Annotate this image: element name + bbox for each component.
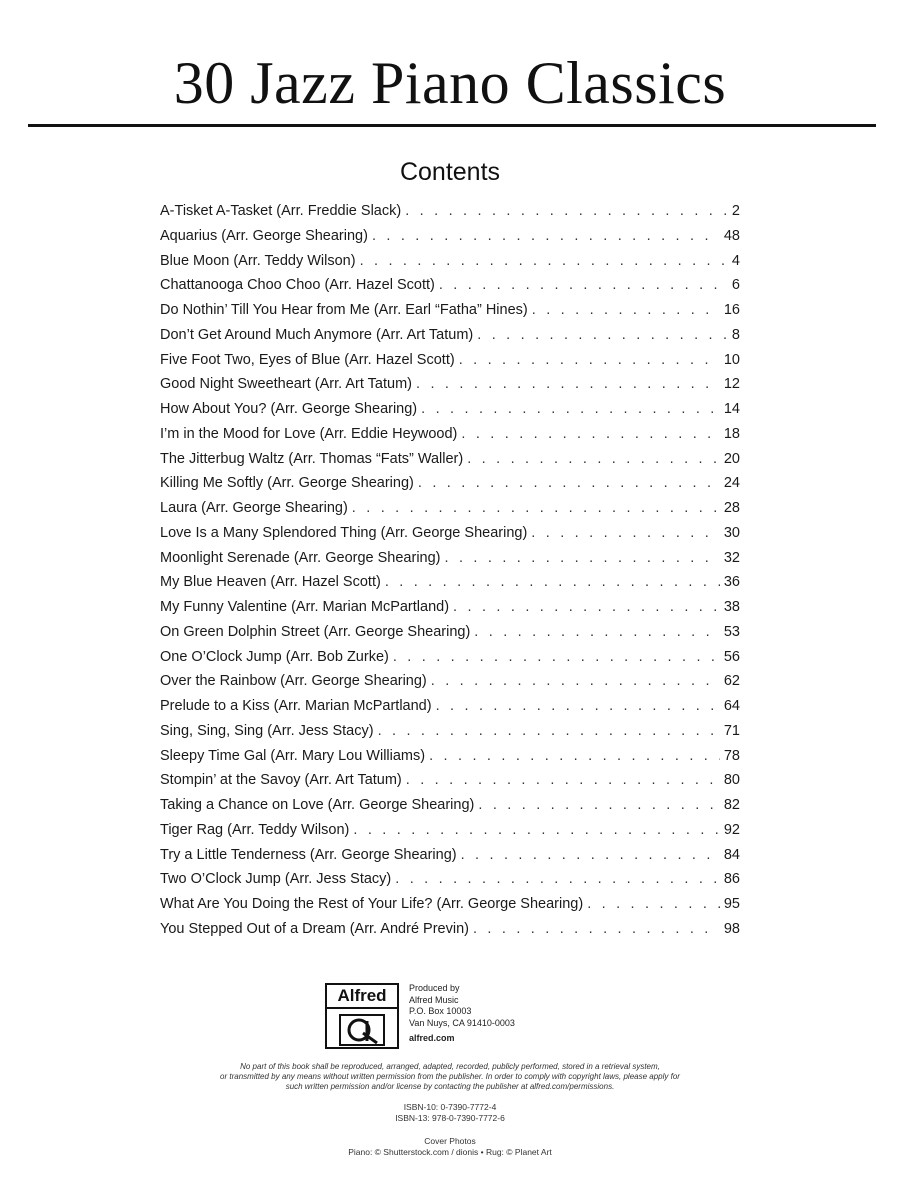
toc-entry[interactable] xyxy=(160,199,740,224)
toc-entry-page: 20 xyxy=(723,450,740,467)
toc-leader-dots xyxy=(473,917,720,942)
toc-entry-page: 6 xyxy=(731,277,740,294)
toc-entry[interactable] xyxy=(160,843,740,868)
toc-leader-dots xyxy=(477,323,728,348)
toc-entry[interactable] xyxy=(160,694,740,719)
toc-entry-title: Chattanooga Choo Choo (Arr. Hazel Scott) xyxy=(160,277,435,294)
toc-entry-page: 30 xyxy=(723,524,740,541)
toc-leader-dots xyxy=(353,818,719,843)
toc-entry-title: Laura (Arr. George Shearing) xyxy=(160,500,348,516)
table-of-contents xyxy=(160,199,740,942)
toc-leader-dots xyxy=(421,397,720,422)
toc-entry-page: 82 xyxy=(723,797,740,813)
toc-entry-page: 38 xyxy=(723,599,740,615)
toc-entry-page: 80 xyxy=(723,772,740,789)
toc-entry-title: Aquarius (Arr. George Shearing) xyxy=(160,227,368,244)
toc-entry-title: Don’t Get Around Much Anymore (Arr. Art Tatum) xyxy=(160,326,474,343)
title-rule xyxy=(28,124,876,127)
toc-entry-page: 92 xyxy=(723,821,740,838)
toc-entry-page: 56 xyxy=(723,648,740,665)
toc-entry[interactable] xyxy=(160,645,740,670)
toc-leader-dots xyxy=(393,645,720,670)
toc-leader-dots xyxy=(405,199,728,224)
toc-entry[interactable] xyxy=(160,546,740,571)
toc-entry[interactable] xyxy=(160,768,740,793)
toc-entry-title: Do Nothin’ Till You Hear from Me (Arr. Earl “Fatha” Hines) xyxy=(160,302,528,318)
toc-entry-page: 2 xyxy=(731,203,740,219)
toc-entry[interactable] xyxy=(160,273,740,298)
toc-leader-dots xyxy=(531,521,720,546)
toc-entry-page: 14 xyxy=(723,401,740,417)
credits-heading: Cover Photos xyxy=(424,1136,476,1146)
toc-entry-title: One O’Clock Jump (Arr. Bob Zurke) xyxy=(160,648,389,665)
toc-entry-title: Sing, Sing, Sing (Arr. Jess Stacy) xyxy=(160,722,374,739)
toc-entry-title: Two O’Clock Jump (Arr. Jess Stacy) xyxy=(160,871,392,888)
alfred-logo xyxy=(325,983,399,1049)
toc-entry[interactable] xyxy=(160,372,740,397)
toc-entry[interactable] xyxy=(160,496,740,521)
isbn-10: ISBN-10: 0-7390-7772-4 xyxy=(403,1102,497,1112)
toc-leader-dots xyxy=(406,768,720,793)
copyright-line: such written permission and/or license by contacting the publisher at alfred.com/permissions. xyxy=(285,1082,615,1091)
toc-entry-title: The Jitterbug Waltz (Arr. Thomas “Fats” Waller) xyxy=(160,450,464,467)
toc-entry-title: I’m in the Mood for Love (Arr. Eddie Heywood) xyxy=(160,425,458,442)
toc-entry-title: Stompin’ at the Savoy (Arr. Art Tatum) xyxy=(160,772,402,789)
toc-entry[interactable] xyxy=(160,224,740,249)
toc-leader-dots xyxy=(478,793,720,818)
book-title: 30 Jazz Piano Classics xyxy=(173,50,727,116)
toc-entry-page: 32 xyxy=(723,549,740,566)
toc-leader-dots xyxy=(532,298,720,323)
toc-entry-page: 4 xyxy=(731,252,740,269)
toc-entry-title: A-Tisket A-Tasket (Arr. Freddie Slack) xyxy=(160,203,402,219)
toc-entry[interactable] xyxy=(160,917,740,942)
toc-entry-page: 64 xyxy=(723,698,740,714)
toc-entry[interactable] xyxy=(160,348,740,373)
toc-leader-dots xyxy=(461,422,719,447)
toc-leader-dots xyxy=(395,867,720,892)
toc-entry[interactable] xyxy=(160,249,740,274)
toc-entry-page: 10 xyxy=(723,351,740,368)
toc-entry-title: My Funny Valentine (Arr. Marian McPartland) xyxy=(160,599,450,615)
toc-entry-page: 53 xyxy=(723,623,740,640)
toc-entry-title: Tiger Rag (Arr. Teddy Wilson) xyxy=(160,821,350,838)
toc-entry[interactable] xyxy=(160,422,740,447)
toc-entry-page: 86 xyxy=(723,871,740,888)
toc-entry-page: 36 xyxy=(723,574,740,591)
toc-leader-dots xyxy=(378,719,720,744)
toc-entry[interactable] xyxy=(160,744,740,769)
isbn-block xyxy=(0,1102,900,1124)
copyright-line: No part of this book shall be reproduced, arranged, adapted, recorded, publicly performed, stored in a retrieval system, xyxy=(240,1062,660,1071)
publisher-line: Van Nuys, CA 91410-0003 xyxy=(409,1017,515,1028)
toc-entry-title: Prelude to a Kiss (Arr. Marian McPartland) xyxy=(160,698,432,714)
toc-entry-page: 98 xyxy=(723,920,740,937)
toc-entry[interactable] xyxy=(160,818,740,843)
toc-leader-dots xyxy=(436,694,720,719)
toc-entry[interactable] xyxy=(160,447,740,472)
toc-entry[interactable] xyxy=(160,669,740,694)
toc-entry-page: 62 xyxy=(723,673,740,690)
logo-wordmark: Alfred xyxy=(327,985,397,1009)
toc-entry[interactable] xyxy=(160,892,740,917)
toc-entry-title: Sleepy Time Gal (Arr. Mary Lou Williams) xyxy=(160,747,426,764)
toc-leader-dots xyxy=(439,273,728,298)
toc-entry-page: 84 xyxy=(723,846,740,863)
toc-entry[interactable] xyxy=(160,620,740,645)
toc-leader-dots xyxy=(372,224,720,249)
publisher-block xyxy=(325,983,515,1049)
toc-entry-title: Over the Rainbow (Arr. George Shearing) xyxy=(160,673,427,690)
toc-leader-dots xyxy=(385,570,720,595)
toc-entry-title: What Are You Doing the Rest of Your Life? (Arr. George Shearing) xyxy=(160,896,584,912)
toc-entry-page: 71 xyxy=(723,722,740,739)
toc-entry-page: 12 xyxy=(723,376,740,393)
toc-leader-dots xyxy=(416,372,720,397)
toc-entry[interactable] xyxy=(160,867,740,892)
photo-credits xyxy=(0,1136,900,1158)
publisher-line: Produced by xyxy=(409,983,460,993)
toc-entry-title: Love Is a Many Splendored Thing (Arr. George Shearing) xyxy=(160,524,528,541)
toc-entry-title: Try a Little Tenderness (Arr. George Shearing) xyxy=(160,846,457,863)
credits-line: Piano: © Shutterstock.com / dionis • Rug: © Planet Art xyxy=(348,1147,552,1157)
toc-leader-dots xyxy=(431,669,720,694)
copyright-notice xyxy=(130,1062,770,1092)
toc-entry-page: 16 xyxy=(723,302,740,318)
toc-entry-title: Five Foot Two, Eyes of Blue (Arr. Hazel Scott) xyxy=(160,351,455,368)
publisher-line: Alfred Music xyxy=(409,994,459,1005)
toc-entry[interactable] xyxy=(160,323,740,348)
toc-entry-page: 95 xyxy=(723,896,740,912)
toc-entry-page: 48 xyxy=(723,227,740,244)
alfred-music-logo-icon xyxy=(337,1013,387,1047)
toc-entry[interactable] xyxy=(160,570,740,595)
isbn-13: ISBN-13: 978-0-7390-7772-6 xyxy=(395,1113,505,1123)
toc-entry[interactable] xyxy=(160,521,740,546)
contents-heading: Contents xyxy=(399,158,501,186)
toc-leader-dots xyxy=(459,348,720,373)
toc-leader-dots xyxy=(445,546,720,571)
toc-entry-title: Moonlight Serenade (Arr. George Shearing) xyxy=(160,549,441,566)
toc-leader-dots xyxy=(352,496,720,521)
toc-leader-dots xyxy=(418,471,720,496)
toc-entry-title: Killing Me Softly (Arr. George Shearing) xyxy=(160,475,414,492)
toc-entry-page: 28 xyxy=(723,500,740,516)
toc-entry[interactable] xyxy=(160,719,740,744)
toc-entry-title: Blue Moon (Arr. Teddy Wilson) xyxy=(160,252,356,269)
toc-entry[interactable] xyxy=(160,471,740,496)
toc-entry-page: 24 xyxy=(723,475,740,492)
publisher-line: P.O. Box 10003 xyxy=(409,1006,472,1016)
toc-entry-title: Good Night Sweetheart (Arr. Art Tatum) xyxy=(160,376,412,393)
toc-entry-page: 8 xyxy=(731,326,740,343)
toc-leader-dots xyxy=(453,595,720,620)
toc-entry-title: On Green Dolphin Street (Arr. George Shearing) xyxy=(160,623,471,640)
publisher-website[interactable]: alfred.com xyxy=(409,1033,455,1043)
toc-entry[interactable] xyxy=(160,298,740,323)
toc-entry-title: How About You? (Arr. George Shearing) xyxy=(160,401,418,417)
toc-entry-title: Taking a Chance on Love (Arr. George Shearing) xyxy=(160,797,475,813)
toc-entry[interactable] xyxy=(160,397,740,422)
toc-leader-dots xyxy=(360,249,728,274)
toc-entry-title: You Stepped Out of a Dream (Arr. André Previn) xyxy=(160,920,469,937)
toc-leader-dots xyxy=(474,620,720,645)
copyright-line: or transmitted by any means without written permission from the publisher. In order to comply with copyright laws, please apply for xyxy=(220,1072,680,1081)
toc-entry[interactable] xyxy=(160,793,740,818)
toc-leader-dots xyxy=(429,744,720,769)
toc-entry-page: 78 xyxy=(723,747,740,764)
toc-leader-dots xyxy=(461,843,720,868)
toc-entry-page: 18 xyxy=(723,425,740,442)
toc-leader-dots xyxy=(467,447,720,472)
publisher-info xyxy=(409,983,515,1045)
toc-entry-title: My Blue Heaven (Arr. Hazel Scott) xyxy=(160,574,381,591)
toc-leader-dots xyxy=(587,892,720,917)
toc-entry[interactable] xyxy=(160,595,740,620)
